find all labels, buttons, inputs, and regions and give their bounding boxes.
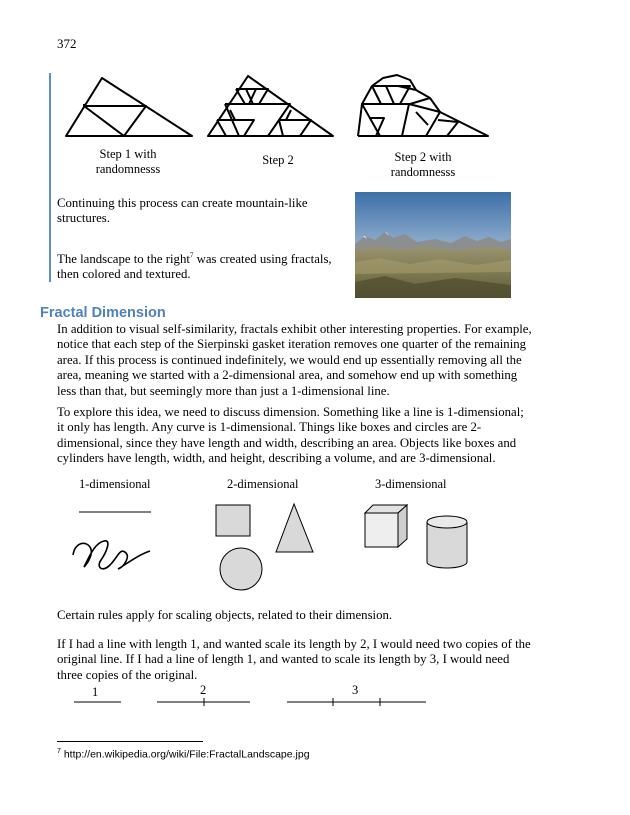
section-heading: Fractal Dimension bbox=[40, 305, 166, 321]
footnote-link[interactable]: http://en.wikipedia.org/wiki/File:FractalLandscape.jpg bbox=[60, 748, 310, 761]
page-number: 372 bbox=[57, 36, 77, 51]
one-d-curve bbox=[73, 541, 150, 569]
caption-step2-random: Step 2 with randomnesss bbox=[390, 150, 456, 179]
dimension-shapes-figure bbox=[0, 495, 630, 595]
step2-random-figure bbox=[358, 75, 488, 136]
label-2-dimensional: 2-dimensional bbox=[227, 477, 299, 491]
paragraph-self-similarity: In addition to visual self-similarity, fractals exhibit other interesting properties. For example, notice that each step of the Sierpinski gasket iteration removes one quarter of the remaining area. If this process is continued indefinitely, we would end up essentially removing all the area, meaning we started with a 2-dimensional area, and somehow end up with something less than that, but seemingly more than just a 1-dimensional line. bbox=[57, 322, 532, 398]
landscape-paragraph: The landscape to the right$^7$ was created using fractals, then colored and textured. bbox=[57, 251, 332, 282]
fractal-landscape-image bbox=[355, 192, 511, 298]
paragraph-dimension: To explore this idea, we need to discuss dimension. Something like a line is 1-dimensional; it only has length. Any curve is 1-dimensional. Things like boxes and circles are 2- dimensional, since they have length and width, describing an area. Objects like boxes and cylinders have length, width, and height, describing a volume, and are 3-dimensional. bbox=[57, 405, 524, 466]
cylinder-shape bbox=[427, 516, 467, 568]
caption-step2: Step 2 bbox=[262, 153, 294, 167]
scale-label-2: 2 bbox=[200, 683, 207, 697]
footnote-rule bbox=[57, 741, 203, 742]
scaled-lines-figure bbox=[0, 695, 630, 710]
cube-shape bbox=[365, 505, 407, 547]
circle-shape bbox=[220, 548, 262, 590]
caption-step1: Step 1 with randomnesss bbox=[95, 147, 161, 176]
scale-label-1: 1 bbox=[92, 685, 99, 699]
square-shape bbox=[216, 505, 250, 536]
footnote-ref: 7 bbox=[189, 251, 194, 260]
scale-label-3: 3 bbox=[352, 683, 359, 697]
label-1-dimensional: 1-dimensional bbox=[79, 477, 151, 491]
step2-figure bbox=[208, 76, 333, 136]
paragraph-scaling-rules: Certain rules apply for scaling objects, related to their dimension. bbox=[57, 608, 393, 622]
intro-paragraph: Continuing this process can create mountain-like structures. bbox=[57, 196, 308, 226]
footnote: $^7$ http://en.wikipedia.org/wiki/File:FractalLandscape.jpg bbox=[57, 748, 310, 761]
label-3-dimensional: 3-dimensional bbox=[375, 477, 447, 491]
paragraph-line-scaling: If I had a line with length 1, and wanted scale its length by 2, I would need two copies of the original line. If I had a line of length 1, and wanted to scale its length by 3, I would need three copies of the original. bbox=[57, 637, 531, 682]
triangle-shape bbox=[276, 504, 313, 552]
step1-random-figure bbox=[66, 78, 192, 136]
